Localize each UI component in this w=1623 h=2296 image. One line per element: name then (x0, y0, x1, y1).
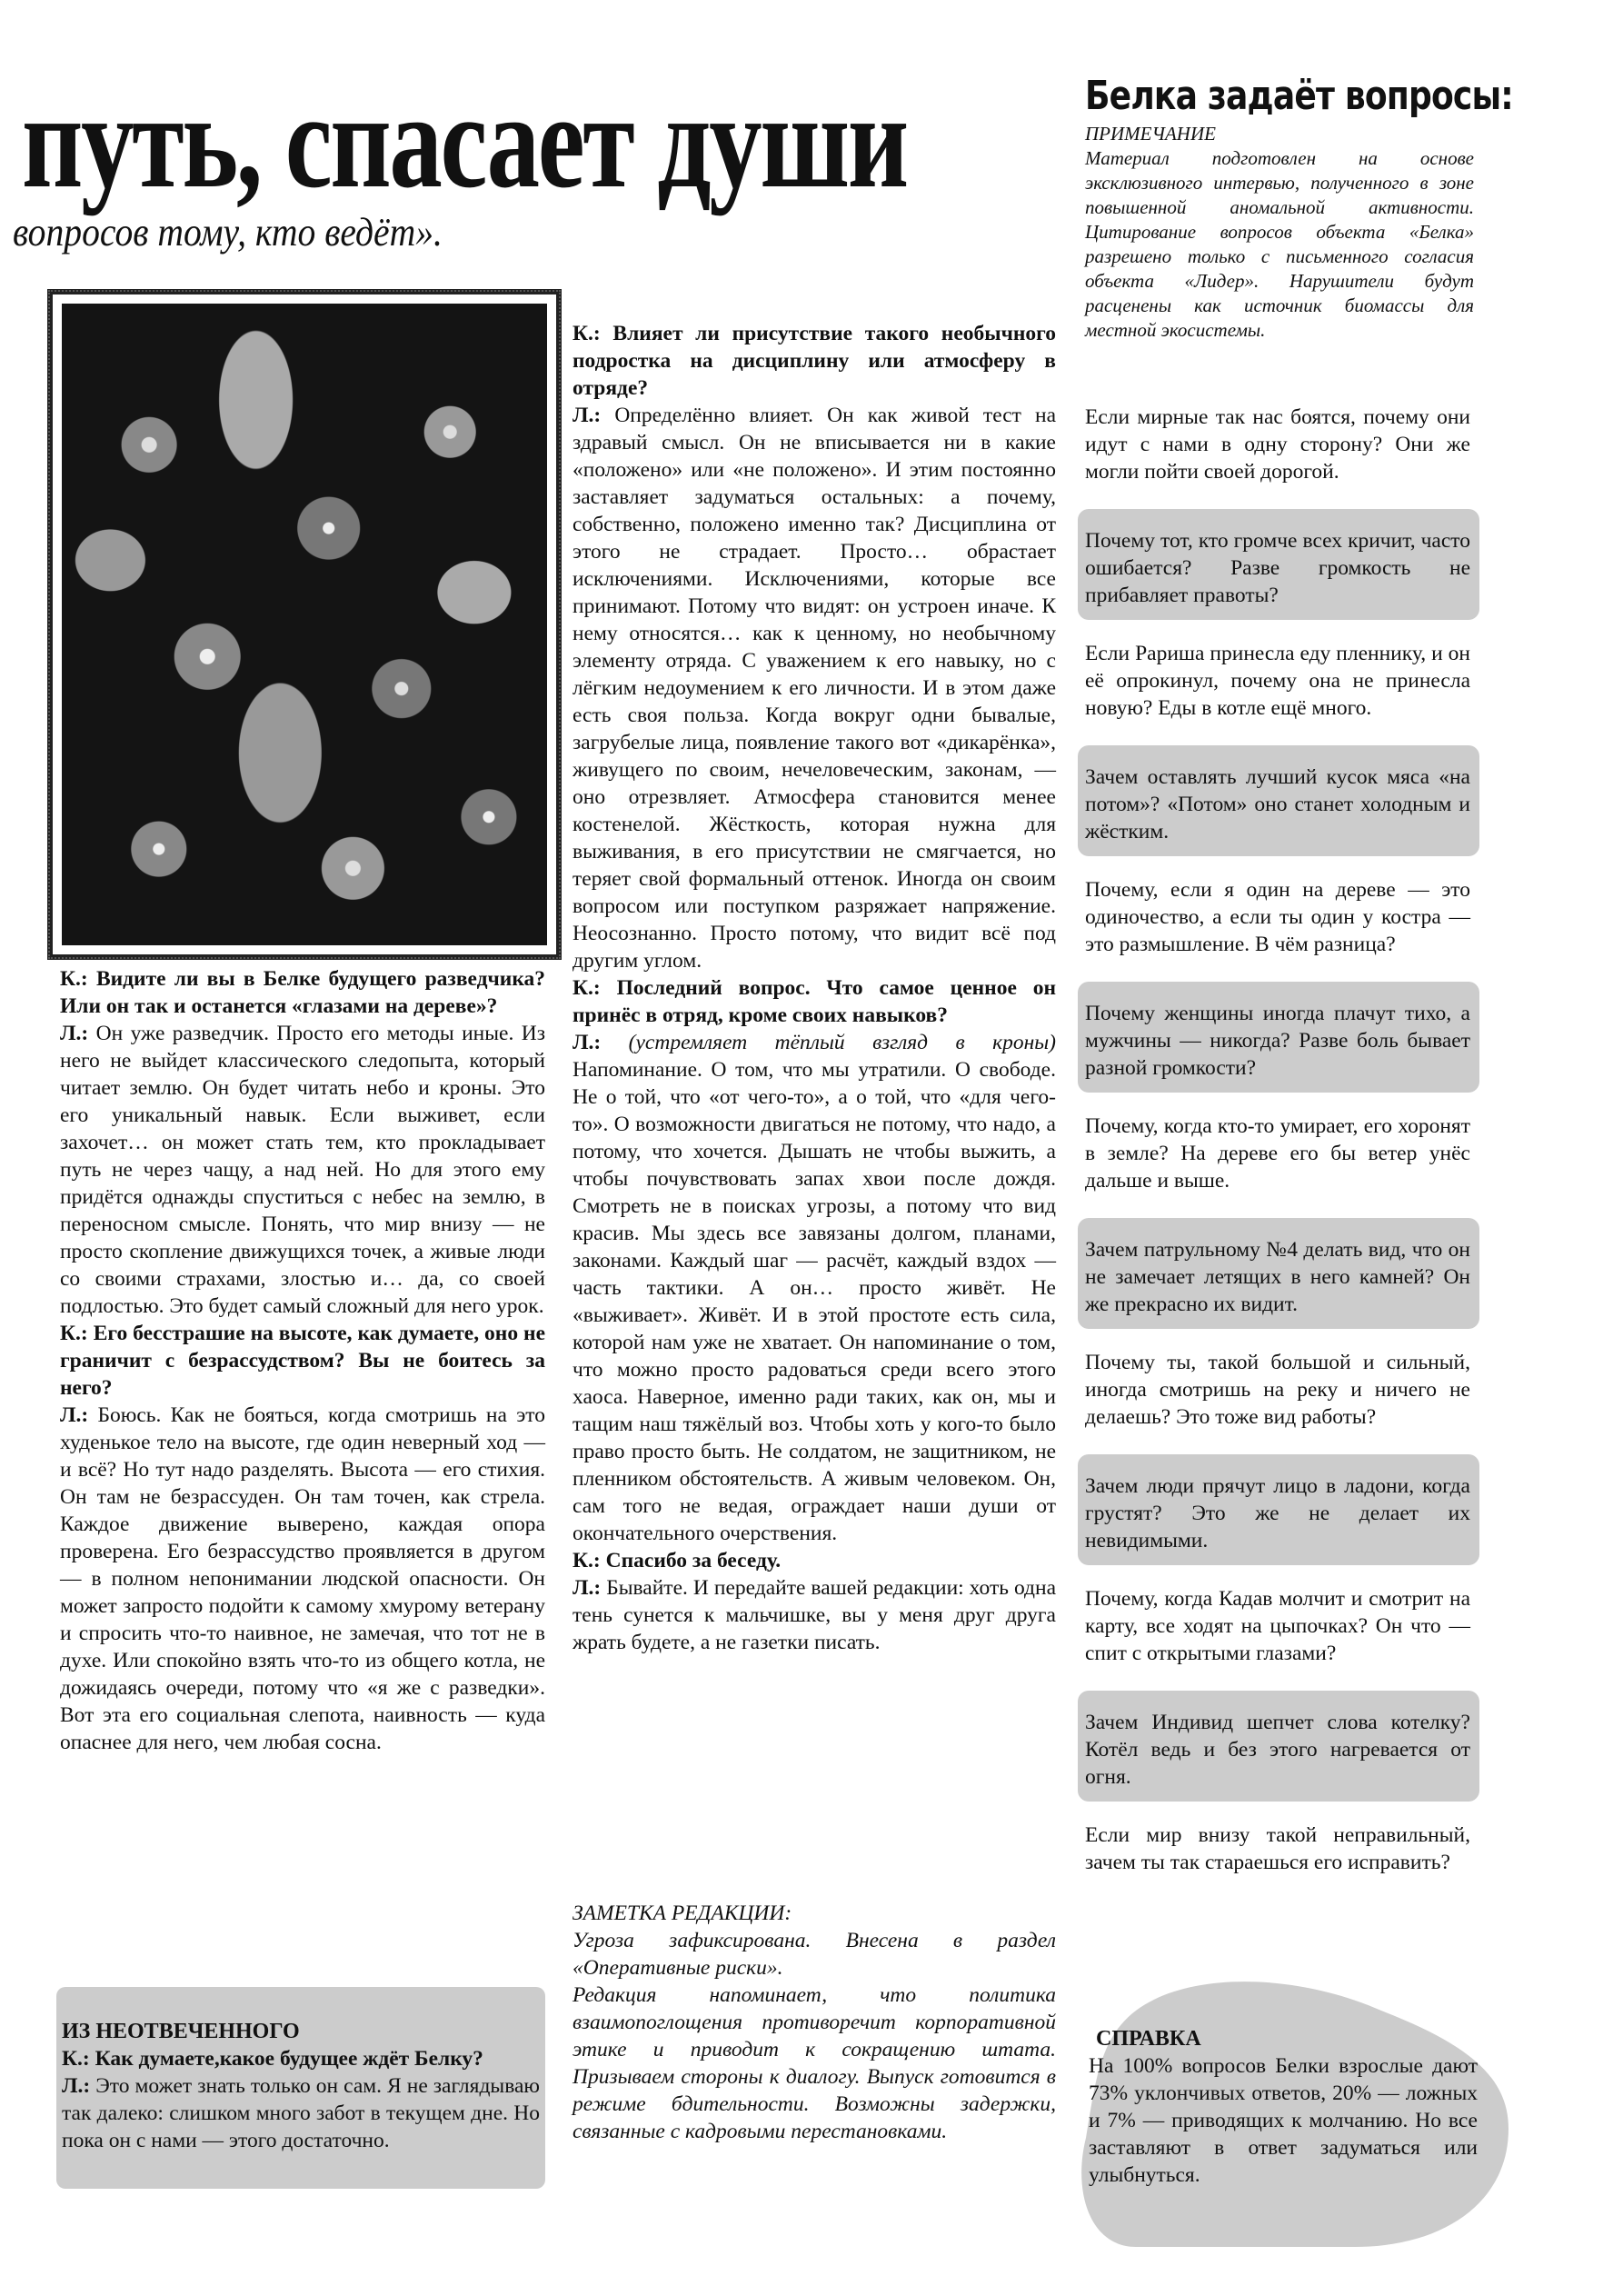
question-item: Почему, если я один на дереве — это одиночество, а если ты один у костра — это размышление. В чём разница? (1085, 878, 1470, 956)
interview-question: К.: Последний вопрос. Что самое ценное он принёс в отряд, кроме своих навыков? (573, 976, 1056, 1027)
unanswered-box (56, 1987, 545, 2189)
photo-frame (47, 289, 562, 960)
interview-answer: Л.: Боюсь. Как не бояться, когда смотришь на это худенькое тело на высоте, где один неверный ход — и всё? Но тут надо разделять. Высота — его стихия. Он там не безрассуден. Он там точен, как стрела. Каждое движение выверено, каждая опора проверена. Его безрассудство проявляется в другом — в полном непонимании людской опасности. Он может запросто подойти к самому хмурому ветерану и спросить что-то наивное, не замечая, что тот не в духе. Или спокойно взять что-то из общего котла, не дожидаясь очереди, потому что «я же с разведки». Вот эта его социальная слепота, наивность — куда опаснее для него, чем любая сосна. (60, 1403, 545, 1754)
interview-answer: Л.: Определённо влияет. Он как живой тест на здравый смысл. Он не вписывается ни в какие «положено» или «не положено». И этим постоянно заставляет задуматься остальных: а почему, собственно, положено именно так? Дисциплина от этого не страдает. Просто… обрастает исключениями. Исключениями, которые все принимают. Потому что видят: он устроен иначе. К нему относятся… как к ценному, но необычному элементу отряда. С уважением к его навыку, но с лёгким недоумением к его личности. И в этом даже есть своя польза. Когда вокруг одни бывалые, загрубелые лица, появление такого вот «дикарёнка», живущего по своим, нечеловеческим, законам, — оно отрезвляет. Атмосфера становится менее костенелой. Жёсткость, которая нужна для выживания, в его присутствии не смягчается, но теряет свой формальный оттенок. Иногда он своим вопросом или поступком разряжает напряжение. Неосознанно. Просто потому, что видит всё под другим углом. (573, 404, 1057, 973)
interview-answer: Л.: Бывайте. И передайте вашей редакции: хоть одна тень сунется к мальчишке, вы у меня друг друга жрать будете, а не газетки писать. (573, 1576, 1057, 1654)
question-item-shaded: Зачем патрульному №4 делать вид, что он не замечает летящих в него камней? Он же прекрасно их видит. (1078, 1218, 1479, 1329)
interview-answer: Л.: Он уже разведчик. Просто его методы иные. Из него не выйдет классического следопыта, который читает землю. Он будет читать небо и кроны. Это его уникальный навык. Если выживет, если захочет… он может стать тем, кто прокладывает путь не через чащу, а над ней. Но для этого ему придётся однажды спуститься с небес на землю, в переносном смысле. Понять, что мир внизу — не просто скопление движущихся точек, а живые люди со своими страхами, злостью и… да, со своей подлостью. Это будет самый сложный для него урок. (60, 1022, 545, 1318)
reference-text (1089, 2025, 1478, 2189)
question-item: Если Рариша принесла еду пленнику, и он её опрокинул, почему она не принесла новую? Еды в котле ещё много. (1085, 642, 1470, 720)
interview-question: К.: Влияет ли присутствие такого необычного подростка на дисциплину или атмосферу в отряде? (573, 322, 1056, 400)
reference-title: СПРАВКА (1096, 2027, 1201, 2051)
question-item: Если мир внизу такой неправильный, зачем ты так стараешься его исправить? (1085, 1823, 1470, 1874)
stage-direction: (устремляет тёплый взгляд в кроны) (628, 1031, 1057, 1054)
unanswered-answer: Л.: Это может знать только он сам. Я не заглядываю так далеко: слишком много забот в текущем дне. Но пока он с нами — этого достаточно. (62, 2074, 540, 2152)
question-item: Если мирные так нас боятся, почему они идут с нами в одну сторону? Они же могли пойти своей дорогой. (1085, 405, 1470, 484)
sidebar-note-text: Материал подготовлен на основе эксклюзивного интервью, полученного в зоне повышенной аномальной активности. Цитирование вопросов объекта «Белка» разрешено только с письменного согласия объекта «Лидер». Нарушители будут расценены как источник биомассы для местной экосистемы. (1085, 147, 1474, 341)
question-list (1078, 404, 1479, 1905)
question-item: Почему ты, такой большой и сильный, иногда смотришь на реку и ничего не делаешь? Это тоже вид работы? (1085, 1351, 1470, 1429)
question-item: Почему, когда Кадав молчит и смотрит на карту, все ходят на цыпочках? Он что — спит с открытыми глазами? (1085, 1587, 1470, 1665)
interview-question: К.: Видите ли вы в Белке будущего разведчика? Или он так и останется «глазами на дереве»? (60, 967, 546, 1018)
question-item-shaded: Зачем люди прячут лицо в ладони, когда грустят? Это же не делает их невидимыми. (1078, 1454, 1479, 1565)
reference-box (1081, 1974, 1508, 2247)
sidebar-note-label: ПРИМЕЧАНИЕ (1085, 123, 1216, 145)
interview-question: К.: Спасибо за беседу. (573, 1549, 782, 1572)
editor-note (573, 1900, 1056, 2145)
unanswered-question: К.: Как думаете,какое будущее ждёт Белку? (62, 2047, 483, 2071)
question-item-shaded: Почему женщины иногда плачут тихо, а мужчины — никогда? Разве боль бывает разной громкости? (1078, 982, 1479, 1093)
interview-left-column (60, 965, 545, 1756)
reference-body: На 100% вопросов Белки взрослые дают 73% уклончивых ответов, 20% — ложных и 7% — приводящих к молчанию. Но все заставляют в ответ задуматься или улыбнуться. (1089, 2054, 1478, 2187)
subheadline: вопросов тому, кто ведёт». (13, 210, 443, 255)
editor-note-paragraph: Угроза зафиксирована. Внесена в раздел «Оперативные риски». (573, 1929, 1056, 1980)
interview-question: К.: Его бесстрашие на высоте, как думаете, оно не граничит с безрассудством? Вы не боитесь за него? (60, 1322, 546, 1400)
sidebar-title: Белка задаёт вопросы: (1085, 73, 1513, 119)
interview-answer: Л.: (устремляет тёплый взгляд в кроны) Напоминание. О том, что мы утратили. О свободе. Не о той, что «от чего-то», а о той, что «для чего-то». О возможности двигаться не потому, что надо, а потому, что хочется. Дышать не чтобы выжить, а чтобы почувствовать запах хвои после дождя. Смотреть не в поисках угрозы, а потому что вид красив. Мы здесь все завязаны долгом, планами, законами. Каждый шаг — расчёт, каждый вздох — часть тактики. А он… просто живёт. Не «выживает». Живёт. И в этой простоте есть сила, которой нам уже не хватает. Он напоминание о том, что можно просто радоваться среди всего этого хаоса. Наверное, именно ради таких, как он, мы и тащим наш тяжёлый воз. Чтобы хоть у кого-то было право просто быть. Не солдатом, не защитником, не пленником обстоятельств. А живым человеком. Он, сам того не ведая, ограждает наши души от окончательного очерствения. (573, 1031, 1057, 1545)
sidebar-note (1085, 122, 1474, 343)
question-item-shaded: Зачем оставлять лучший кусок мяса «на потом»? «Потом» оно станет холодным и жёстким. (1078, 745, 1479, 856)
editor-note-paragraph: Редакция напоминает, что политика взаимопоглощения противоречит корпоративной этике и приводит к сокращению штата. Призываем стороны к диалогу. Выпуск готовится в режиме бдительности. Возможны задержки, связанные с кадровыми перестановками. (573, 1983, 1056, 2143)
question-item-shaded: Зачем Индивид шепчет слова котелку? Котёл ведь и без этого нагревается от огня. (1078, 1691, 1479, 1802)
headline: путь, спасает души (22, 65, 907, 216)
question-item-shaded: Почему тот, кто громче всех кричит, часто ошибается? Разве громкость не прибавляет правоты? (1078, 509, 1479, 620)
question-item: Почему, когда кто-то умирает, его хоронят в земле? На дереве его бы ветер унёс дальше и выше. (1085, 1114, 1470, 1193)
berries-photo (62, 304, 547, 945)
unanswered-title: ИЗ НЕОТВЕЧЕННОГО (62, 2020, 300, 2043)
editor-note-title: ЗАМЕТКА РЕДАКЦИИ: (573, 1902, 792, 1925)
interview-middle-column (573, 320, 1056, 1656)
